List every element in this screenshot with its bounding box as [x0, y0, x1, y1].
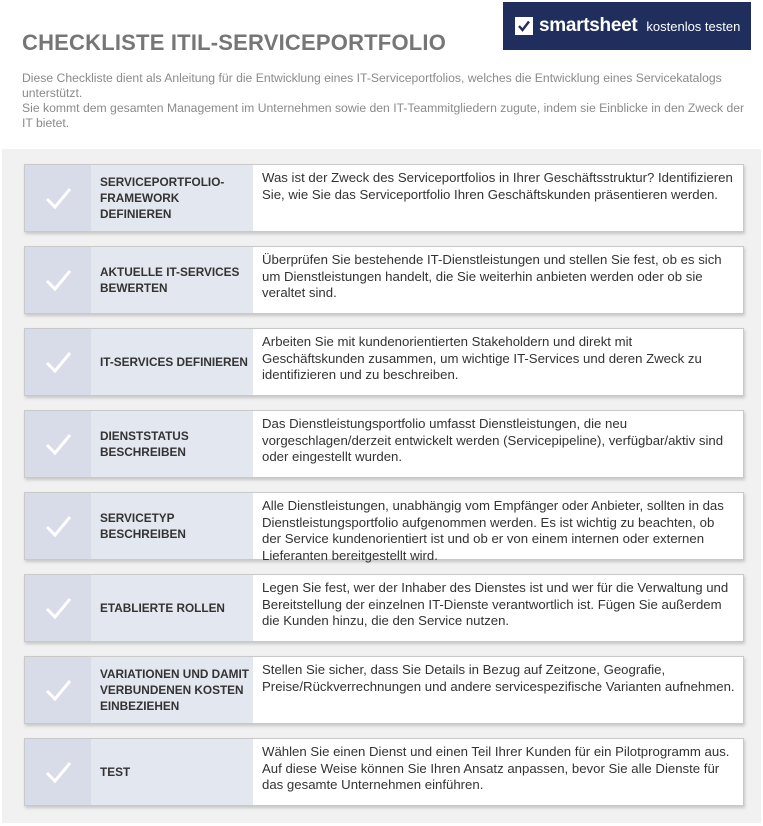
check-icon[interactable] — [25, 247, 91, 313]
item-label: VARIATIONEN UND DAMIT VERBUNDENEN KOSTEN EINBEZIEHEN — [91, 657, 253, 723]
item-label: IT-SERVICES DEFINIEREN — [91, 329, 253, 395]
check-icon[interactable] — [25, 411, 91, 477]
item-label: TEST — [91, 739, 253, 805]
checklist-item — [24, 738, 744, 806]
item-label: ETABLIERTE ROLLEN — [91, 575, 253, 641]
item-label: SERVICETYP BESCHREIBEN — [91, 493, 253, 559]
checklist-item — [24, 164, 744, 232]
item-description: Alle Dienstleistungen, unabhängig vom Empfänger oder Anbieter, sollten in das Dienstleistungsportfolio aufgenommen werden. Es ist wichtig zu beachten, ob der Service kundenorientiert ist und ob er von einem internen oder externen Lieferanten bereitgestellt wird. — [262, 498, 724, 563]
page-title: CHECKLISTE ITIL-SERVICEPORTFOLIO — [22, 30, 447, 55]
item-description: Was ist der Zweck des Serviceportfolios in Ihrer Geschäftsstruktur? Identifizieren Sie, wie Sie das Serviceportfolio Ihren Geschäftskunden präsentieren werden. — [262, 170, 733, 202]
smartsheet-logo-icon — [515, 17, 533, 35]
intro-line-1: Diese Checkliste dient als Anleitung für die Entwicklung eines IT-Serviceportfolios, welches die Entwicklung eines Servicekatalogs unterstützt. — [22, 71, 722, 100]
check-icon[interactable] — [25, 493, 91, 559]
check-icon[interactable] — [25, 329, 91, 395]
checklist-item — [24, 492, 744, 563]
item-description: Arbeiten Sie mit kundenorientierten Stakeholdern und direkt mit Geschäftskunden zusammen, um wichtige IT-Services und deren Zweck zu identifizieren und zu beschreiben. — [262, 334, 702, 382]
check-icon[interactable] — [25, 575, 91, 641]
smartsheet-trial-button[interactable] — [503, 2, 751, 50]
item-label: SERVICEPORTFOLIO-FRAMEWORK DEFINIEREN — [91, 165, 253, 231]
check-icon[interactable] — [25, 657, 91, 723]
intro-line-2: Sie kommt dem gesamten Management im Unternehmen sowie den IT-Teammitgliedern zugute, indem sie Einblicke in den Zweck der IT bietet. — [22, 101, 745, 130]
intro-text — [22, 71, 752, 131]
item-description: Das Dienstleistungsportfolio umfasst Dienstleistungen, die neu vorgeschlagen/derzeit entwickelt werden (Servicepipeline), verfügbar/aktiv sind oder eingestellt wurden. — [262, 416, 724, 464]
checklist-item — [24, 410, 744, 478]
brand-name: smartsheet — [539, 15, 638, 36]
check-icon[interactable] — [25, 739, 91, 805]
item-label: DIENSTSTATUS BESCHREIBEN — [91, 411, 253, 477]
checklist-item — [24, 574, 744, 642]
checklist-panel — [2, 149, 761, 823]
item-description: Überprüfen Sie bestehende IT-Dienstleistungen und stellen Sie fest, ob es sich um Dienstleistungen handelt, die Sie weiterhin anbieten werden oder ob sie veraltet sind. — [262, 252, 722, 300]
item-description: Stellen Sie sicher, dass Sie Details in Bezug auf Zeitzone, Geografie, Preise/Rückverrechnungen und andere servicespezifische Varianten aufnehmen. — [262, 662, 735, 694]
checklist-item — [24, 656, 744, 724]
checklist-item — [24, 328, 744, 396]
checklist-item — [24, 246, 744, 314]
brand-cta: kostenlos testen — [646, 18, 741, 34]
check-icon[interactable] — [25, 165, 91, 231]
item-description: Wählen Sie einen Dienst und einen Teil Ihrer Kunden für ein Pilotprogramm aus. Auf diese Weise können Sie Ihren Ansatz anpassen, bevor Sie alle Dienste für das gesamte Unternehmen einführen. — [262, 744, 730, 792]
item-label: AKTUELLE IT-SERVICES BEWERTEN — [91, 247, 253, 313]
item-description: Legen Sie fest, wer der Inhaber des Dienstes ist und wer für die Verwaltung und Bereitstellung der einzelnen IT-Dienste verantwortlich ist. Fügen Sie außerdem die Kunden hinzu, die den Service nutzen. — [262, 580, 729, 628]
